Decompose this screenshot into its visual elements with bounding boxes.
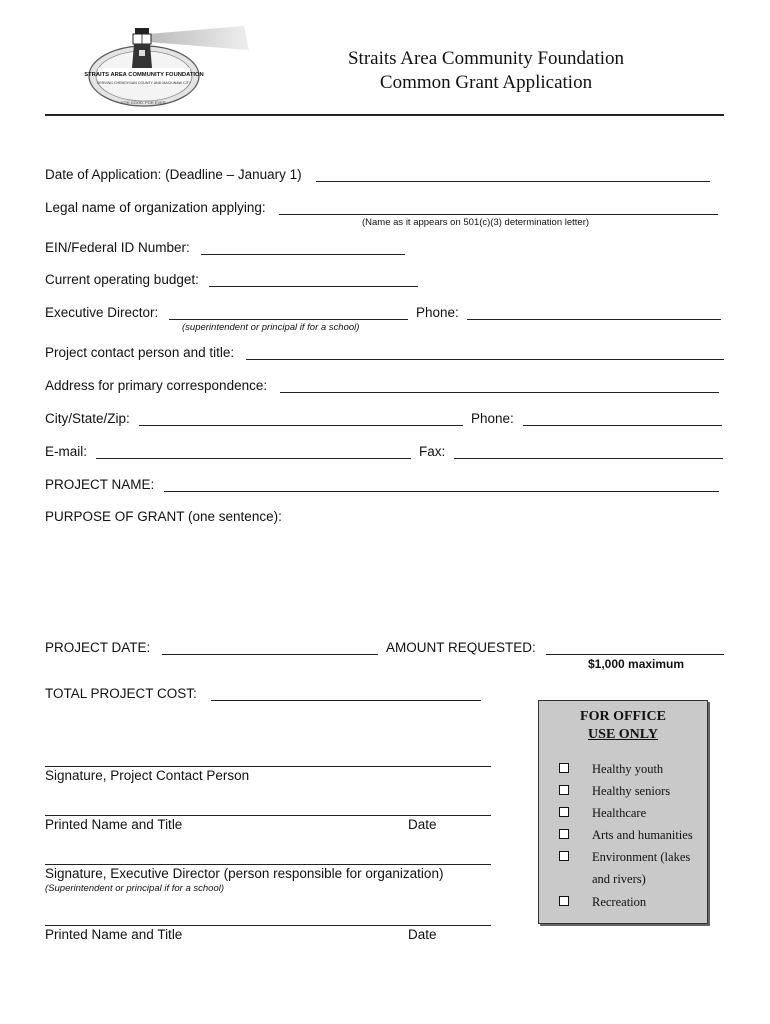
option-healthcare <box>559 806 646 821</box>
checkbox-healthcare[interactable] <box>559 807 569 817</box>
city-label: City/State/Zip: <box>45 411 130 426</box>
option-label: Arts and humanities <box>592 828 693 842</box>
legal-name-label: Legal name of organization applying: <box>45 200 266 215</box>
logo-subtext: SERVING CHEBOYGAN COUNTY AND MACKINAW CITY <box>96 81 192 85</box>
option-label: Healthy seniors <box>592 784 671 798</box>
amount-label: AMOUNT REQUESTED: <box>386 640 536 655</box>
address-label: Address for primary correspondence: <box>45 378 268 393</box>
total-cost-label: TOTAL PROJECT COST: <box>45 686 197 701</box>
legal-name-field[interactable] <box>279 214 718 215</box>
logo-tagline: FOR GOOD. FOR EVER. <box>121 100 167 105</box>
office-use-box <box>538 700 708 924</box>
checkbox-arts[interactable] <box>559 829 569 839</box>
option-arts <box>559 828 693 843</box>
printed-name-label-2: Printed Name and Title <box>45 927 183 942</box>
date-label-2: Date <box>408 927 437 942</box>
checkbox-recreation[interactable] <box>559 896 569 906</box>
logo-name: STRAITS AREA COMMUNITY FOUNDATION <box>84 72 204 78</box>
contact-label: Project contact person and title: <box>45 345 235 360</box>
purpose-label: PURPOSE OF GRANT (one sentence): <box>45 509 282 524</box>
project-date-field[interactable] <box>162 654 378 655</box>
checkbox-healthy-youth[interactable] <box>559 763 569 773</box>
option-label: Recreation <box>592 895 647 909</box>
contact-field[interactable] <box>246 359 724 360</box>
project-date-label: PROJECT DATE: <box>45 640 151 655</box>
email-field[interactable] <box>96 458 411 459</box>
exec-director-note: (superintendent or principal if for a school) <box>182 322 360 333</box>
purpose-field[interactable] <box>45 530 724 630</box>
phone-field[interactable] <box>467 319 721 320</box>
total-cost-field[interactable] <box>211 700 481 701</box>
exec-director-label: Executive Director: <box>45 305 159 320</box>
option-environment <box>559 850 691 886</box>
option-recreation <box>559 895 646 910</box>
email-label: E-mail: <box>45 444 88 459</box>
printed-name-line-2[interactable] <box>45 925 491 926</box>
checkbox-healthy-seniors[interactable] <box>559 785 569 795</box>
fax-field[interactable] <box>454 458 723 459</box>
phone2-label: Phone: <box>471 411 514 426</box>
printed-name-label-1: Printed Name and Title <box>45 817 183 832</box>
foundation-logo <box>84 20 254 110</box>
sig-exec-note: (Superintendent or principal if for a school) <box>45 883 225 894</box>
office-heading-line-2: USE ONLY <box>588 727 658 742</box>
option-healthy-seniors <box>559 784 670 799</box>
sig-exec-line[interactable] <box>45 864 491 865</box>
printed-name-line-1[interactable] <box>45 815 491 816</box>
option-label-continued: and rivers) <box>592 872 646 886</box>
date-label: Date of Application: (Deadline – January 1) <box>45 167 302 182</box>
amount-field[interactable] <box>546 654 724 655</box>
ein-label: EIN/Federal ID Number: <box>45 240 190 255</box>
project-name-field[interactable] <box>164 491 719 492</box>
phone2-field[interactable] <box>523 425 722 426</box>
checkbox-environment[interactable] <box>559 851 569 861</box>
sig-contact-line[interactable] <box>45 766 491 767</box>
phone-label: Phone: <box>416 305 459 320</box>
office-heading-line-1: FOR OFFICE <box>580 709 666 724</box>
fax-label: Fax: <box>419 444 446 459</box>
date-label-1: Date <box>408 817 437 832</box>
budget-field[interactable] <box>209 286 418 287</box>
lighthouse-logo-icon <box>84 20 254 110</box>
option-label: Healthcare <box>592 806 647 820</box>
ein-field[interactable] <box>201 254 405 255</box>
title-line-1: Straits Area Community Foundation <box>347 48 625 69</box>
amount-note: $1,000 maximum <box>588 657 685 671</box>
date-field[interactable] <box>316 181 710 182</box>
option-label: Environment (lakes <box>592 850 691 864</box>
option-healthy-youth <box>559 762 663 777</box>
sig-exec-label: Signature, Executive Director (person responsible for organization) <box>45 866 444 881</box>
sig-contact-label: Signature, Project Contact Person <box>45 768 250 783</box>
option-label: Healthy youth <box>592 762 664 776</box>
header-divider <box>45 114 724 116</box>
project-name-label: PROJECT NAME: <box>45 477 155 492</box>
title-line-2: Common Grant Application <box>379 72 593 93</box>
page-title <box>276 47 696 95</box>
address-field[interactable] <box>280 392 719 393</box>
office-heading <box>539 708 707 744</box>
budget-label: Current operating budget: <box>45 272 199 287</box>
legal-name-note: (Name as it appears on 501(c)(3) determination letter) <box>362 217 590 228</box>
exec-director-field[interactable] <box>169 319 408 320</box>
city-field[interactable] <box>139 425 463 426</box>
